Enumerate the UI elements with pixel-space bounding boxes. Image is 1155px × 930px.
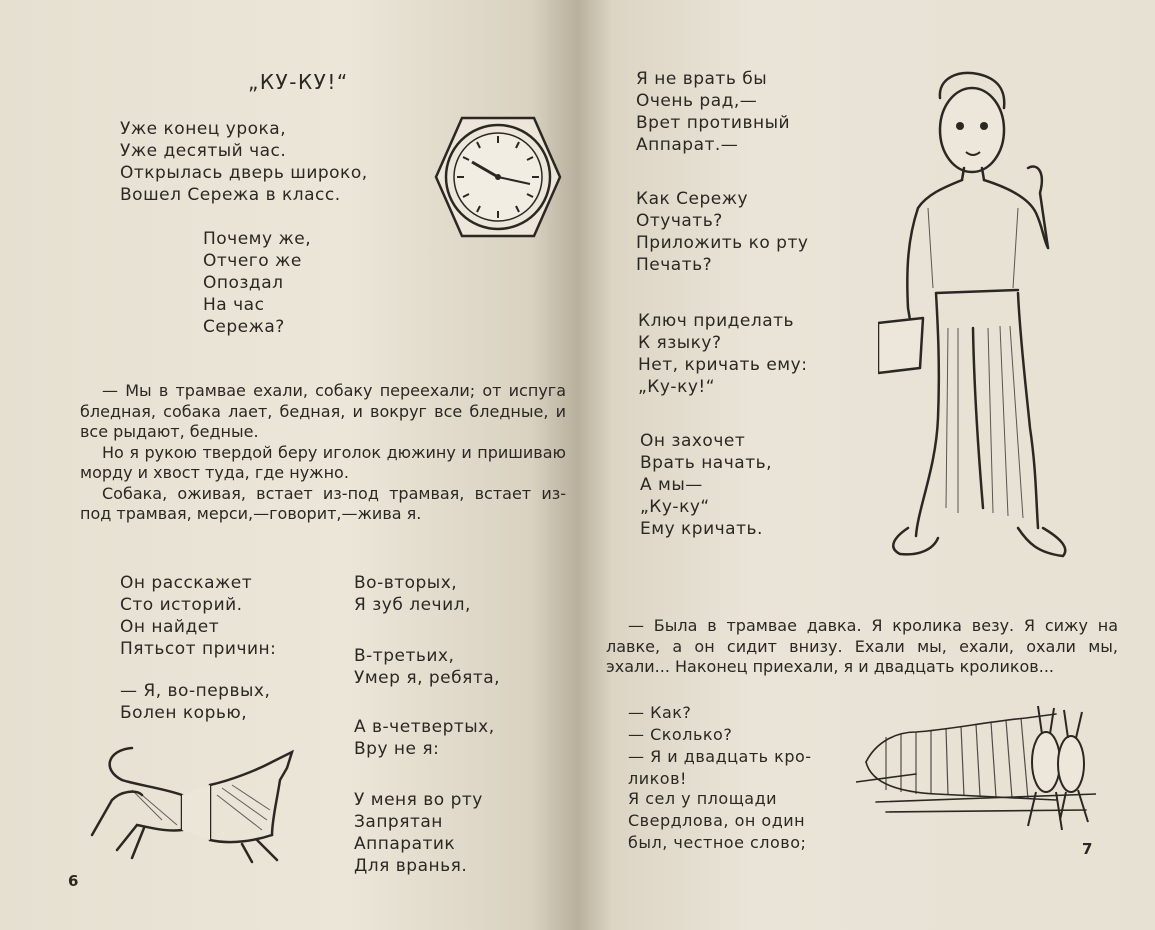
right-stanza-3: [638, 310, 807, 398]
line: был, честное слово;: [628, 833, 807, 852]
paragraph: Собака, оживая, встает из-под трамвая, встает из-под трамвая, мерси,—говорит,—жива я.: [80, 483, 566, 523]
line: Уже конец урока,: [120, 119, 287, 139]
prose-dog: [80, 381, 566, 525]
line: Свердлова, он один: [628, 811, 806, 830]
line: Врать начать,: [640, 453, 773, 473]
line: Аппарат.—: [636, 135, 739, 155]
paragraph: — Мы в трамвае ехали, собаку переехали; от испуга бледная, собака лает, бедная, и вокруг все бледные, и все рыдают, бедные.: [80, 381, 566, 441]
line: — Сколько?: [628, 725, 733, 744]
line: Он найдет: [120, 617, 220, 637]
line: Ключ приделать: [638, 311, 795, 331]
right-stanza-4: [640, 430, 772, 540]
line: Вошел Сережа в класс.: [120, 185, 341, 205]
line: К языку?: [638, 333, 722, 353]
line: Сережа?: [203, 317, 285, 337]
line: Опоздал: [203, 273, 284, 293]
line: В-третьих,: [354, 646, 455, 666]
line: Отучать?: [636, 211, 723, 231]
line: Очень рад,—: [636, 91, 758, 111]
line: А в-четвертых,: [354, 717, 495, 737]
line: Во-вторых,: [354, 573, 458, 593]
line: Пятьсот причин:: [120, 639, 277, 659]
dog-illustration: [82, 740, 304, 865]
line: Он захочет: [640, 431, 746, 451]
paragraph: — Была в трамвае давка. Я кролика везу. Я сижу на лавке, а он сидит внизу. Ехали мы, ехали, охали мы, эхали... Наконец приехали, я и двадцать кроликов...: [606, 616, 1118, 676]
prose-rabbit: [606, 616, 1118, 678]
right-page: [578, 0, 1155, 930]
line: Открылась дверь широко,: [120, 163, 368, 183]
clock-illustration: [432, 112, 564, 242]
line: — Я и двадцать кро-: [628, 747, 812, 766]
rabbits-illustration: [856, 702, 1096, 834]
page-number-right: 7: [1082, 840, 1093, 858]
rabbit-prose-2: [628, 788, 806, 854]
col2-stanza-a: [354, 572, 471, 616]
line: Сто историй.: [120, 595, 243, 615]
line: Болен корью,: [120, 703, 248, 723]
line: Умер я, ребята,: [354, 668, 501, 688]
line: А мы—: [640, 475, 703, 495]
line: Для вранья.: [354, 856, 468, 876]
line: Приложить ко рту: [636, 233, 809, 253]
paragraph: Но я рукою твердой беру иголок дюжину и пришиваю морду и хвост туда, где нужно.: [80, 442, 566, 482]
col2-stanza-c: [354, 716, 495, 760]
line: Он расскажет: [120, 573, 253, 593]
line: Печать?: [636, 255, 713, 275]
line: Ему кричать.: [640, 519, 763, 539]
line: Уже десятый час.: [120, 141, 287, 161]
stanza-1: [120, 118, 368, 206]
col1-stanza-b: [120, 680, 270, 724]
line: У меня во рту: [354, 790, 483, 810]
rabbit-dialog: [628, 702, 812, 790]
line: Врет противный: [636, 113, 791, 133]
line: Вру не я:: [354, 739, 440, 759]
line: Отчего же: [203, 251, 302, 271]
stanza-2: [203, 228, 311, 338]
line: Как Сережу: [636, 189, 749, 209]
page-number-left: 6: [68, 872, 79, 890]
line: ликов!: [628, 769, 687, 788]
col1-stanza-a: [120, 572, 276, 660]
line: — Я, во-первых,: [120, 681, 271, 701]
col2-stanza-b: [354, 645, 500, 689]
right-stanza-2: [636, 188, 808, 276]
right-stanza-1: [636, 68, 790, 156]
line: Я зуб лечил,: [354, 595, 471, 615]
line: — Как?: [628, 703, 692, 722]
col2-stanza-d: [354, 789, 483, 877]
line: Почему же,: [203, 229, 312, 249]
boy-illustration: [878, 68, 1078, 570]
line: Аппаратик: [354, 834, 456, 854]
line: На час: [203, 295, 265, 315]
line: „Ку-ку“: [640, 497, 710, 517]
poem-title: „КУ-КУ!“: [248, 70, 349, 94]
line: „Ку-ку!“: [638, 377, 716, 397]
line: Запрятан: [354, 812, 443, 832]
line: Я не врать бы: [636, 69, 768, 89]
line: Я сел у площади: [628, 789, 778, 808]
line: Нет, кричать ему:: [638, 355, 808, 375]
